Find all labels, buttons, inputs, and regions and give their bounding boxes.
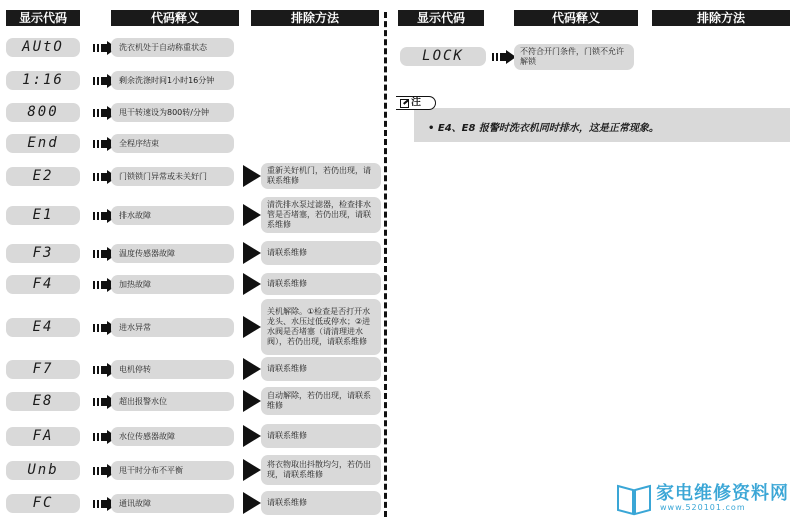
meaning-pill: 温度传感器故障 bbox=[111, 244, 234, 263]
header-left-code: 显示代码 bbox=[6, 10, 80, 26]
triangle-pointer-icon bbox=[243, 242, 261, 264]
meaning-pill: 加热故障 bbox=[111, 275, 234, 294]
meaning-pill: 洗衣机处于自动称重状态 bbox=[111, 38, 234, 57]
meaning-pill: 通讯故障 bbox=[111, 494, 234, 513]
book-logo-icon bbox=[614, 478, 654, 518]
meaning-pill: 排水故障 bbox=[111, 206, 234, 225]
meaning-pill: 剩余洗涤时间1小时16分钟 bbox=[111, 71, 234, 90]
fix-pill bbox=[261, 455, 381, 485]
header-right-meaning: 代码释义 bbox=[514, 10, 638, 26]
code-pill: FC bbox=[6, 494, 80, 513]
header-right-fix: 排除方法 bbox=[652, 10, 790, 26]
note-label: 注 bbox=[411, 97, 421, 108]
meaning-pill: 电机停转 bbox=[111, 360, 234, 379]
header-left-meaning: 代码释义 bbox=[111, 10, 239, 26]
header-left-fix: 排除方法 bbox=[251, 10, 379, 26]
code-pill: 1:16 bbox=[6, 71, 80, 90]
code-pill: AUtO bbox=[6, 38, 80, 57]
note-tab bbox=[396, 96, 436, 110]
fix-text: 清洗排水泵过滤器，检查排水管是否堵塞，若仍出现，请联系维修 bbox=[267, 200, 371, 229]
meaning-pill: 甩干转速设为800转/分钟 bbox=[111, 103, 234, 122]
note-text: • E4、E8 报警时洗衣机同时排水，这是正常现象。 bbox=[428, 123, 659, 134]
code-pill: E1 bbox=[6, 206, 80, 225]
fix-pill bbox=[261, 387, 381, 415]
code-pill: 800 bbox=[6, 103, 80, 122]
fix-pill bbox=[261, 197, 381, 233]
fix-text: 重新关好机门，若仍出现，请联系维修 bbox=[267, 166, 371, 185]
fix-text: 请联系维修 bbox=[267, 364, 307, 373]
meaning-pill bbox=[514, 44, 634, 70]
meaning-pill: 进水异常 bbox=[111, 318, 234, 337]
note-icon bbox=[400, 99, 409, 108]
code-pill: E2 bbox=[6, 167, 80, 186]
fix-text: 请联系维修 bbox=[267, 431, 307, 440]
watermark-url: www.520101.com bbox=[660, 503, 746, 512]
code-pill: Unb bbox=[6, 461, 80, 480]
triangle-pointer-icon bbox=[243, 459, 261, 481]
fix-pill bbox=[261, 163, 381, 189]
fix-text: 请联系维修 bbox=[267, 279, 307, 288]
triangle-pointer-icon bbox=[243, 316, 261, 338]
code-pill: E4 bbox=[6, 318, 80, 337]
code-pill: F7 bbox=[6, 360, 80, 379]
meaning-pill: 超出报警水位 bbox=[111, 392, 234, 411]
code-pill: LOCK bbox=[400, 47, 486, 66]
meaning-pill: 全程序结束 bbox=[111, 134, 234, 153]
fix-text: 请联系维修 bbox=[267, 248, 307, 257]
watermark bbox=[612, 476, 790, 520]
code-pill: End bbox=[6, 134, 80, 153]
meaning-text: 不符合开门条件，门锁不允许解锁 bbox=[520, 47, 624, 66]
fix-text: 将衣物取出抖散均匀，若仍出现，请联系维修 bbox=[267, 460, 371, 479]
triangle-pointer-icon bbox=[243, 273, 261, 295]
triangle-pointer-icon bbox=[243, 358, 261, 380]
triangle-pointer-icon bbox=[243, 204, 261, 226]
fix-pill bbox=[261, 491, 381, 515]
fix-pill bbox=[261, 357, 381, 381]
triangle-pointer-icon bbox=[243, 165, 261, 187]
watermark-name: 家电维修资料网 bbox=[656, 483, 789, 504]
header-right-code: 显示代码 bbox=[398, 10, 484, 26]
code-pill: F3 bbox=[6, 244, 80, 263]
fix-pill bbox=[261, 241, 381, 265]
column-divider bbox=[384, 12, 387, 517]
meaning-pill: 门锁锁门异常或未关好门 bbox=[111, 167, 234, 186]
fix-text: 关机解除。①检查是否打开水龙头、水压过低或停水；②进水阀是否堵塞（请清理进水阀），若仍出现，请联系维修 bbox=[267, 307, 371, 346]
fix-text: 自动解除，若仍出现，请联系维修 bbox=[267, 391, 371, 410]
code-pill: F4 bbox=[6, 275, 80, 294]
triangle-pointer-icon bbox=[243, 390, 261, 412]
fix-pill bbox=[261, 424, 381, 448]
code-pill: E8 bbox=[6, 392, 80, 411]
fix-text: 请联系维修 bbox=[267, 498, 307, 507]
fix-pill bbox=[261, 273, 381, 295]
code-pill: FA bbox=[6, 427, 80, 446]
meaning-pill: 甩干时分布不平衡 bbox=[111, 461, 234, 480]
fix-pill bbox=[261, 299, 381, 355]
meaning-pill: 水位传感器故障 bbox=[111, 427, 234, 446]
triangle-pointer-icon bbox=[243, 492, 261, 514]
triangle-pointer-icon bbox=[243, 425, 261, 447]
